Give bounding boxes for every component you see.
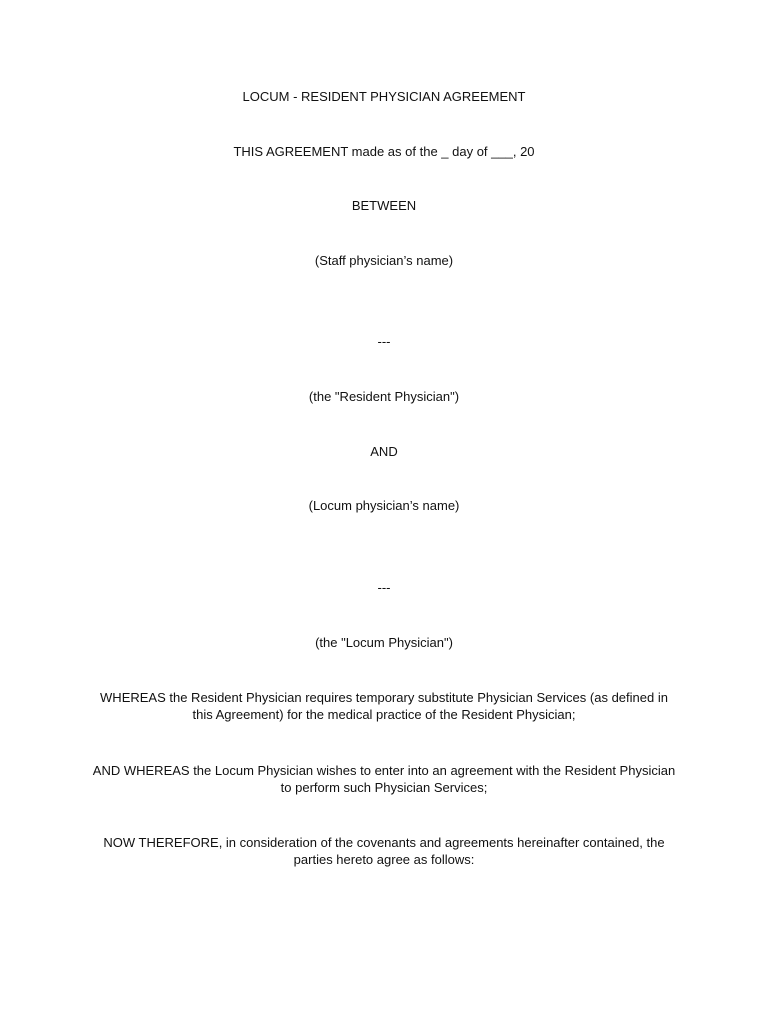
locum-physician-label: (the "Locum Physician") <box>315 635 453 650</box>
whereas-clause-1: WHEREAS the Resident Physician requires temporary substitute Physician Services (as defined in this Agreement) for the medical practice of the Resident Physician; <box>100 690 668 722</box>
whereas-clause-2: AND WHEREAS the Locum Physician wishes to enter into an agreement with the Resident Physician to perform such Physician Services; <box>92 763 676 795</box>
staff-physician-name-placeholder: (Staff physician’s name) <box>314 253 454 268</box>
between-heading: BETWEEN <box>351 198 417 213</box>
document-title: LOCUM - RESIDENT PHYSICIAN AGREEMENT <box>242 89 526 104</box>
and-heading: AND <box>370 444 398 459</box>
agreement-date-line: THIS AGREEMENT made as of the _ day of ___, 20 <box>233 144 535 159</box>
resident-physician-label: (the "Resident Physician") <box>308 389 460 404</box>
locum-physician-name-placeholder: (Locum physician’s name) <box>308 498 460 513</box>
separator-2: --- <box>377 580 391 595</box>
separator-1: --- <box>377 334 391 349</box>
now-therefore-clause: NOW THEREFORE, in consideration of the covenants and agreements hereinafter contained, the parties hereto agree as follows: <box>103 835 665 867</box>
